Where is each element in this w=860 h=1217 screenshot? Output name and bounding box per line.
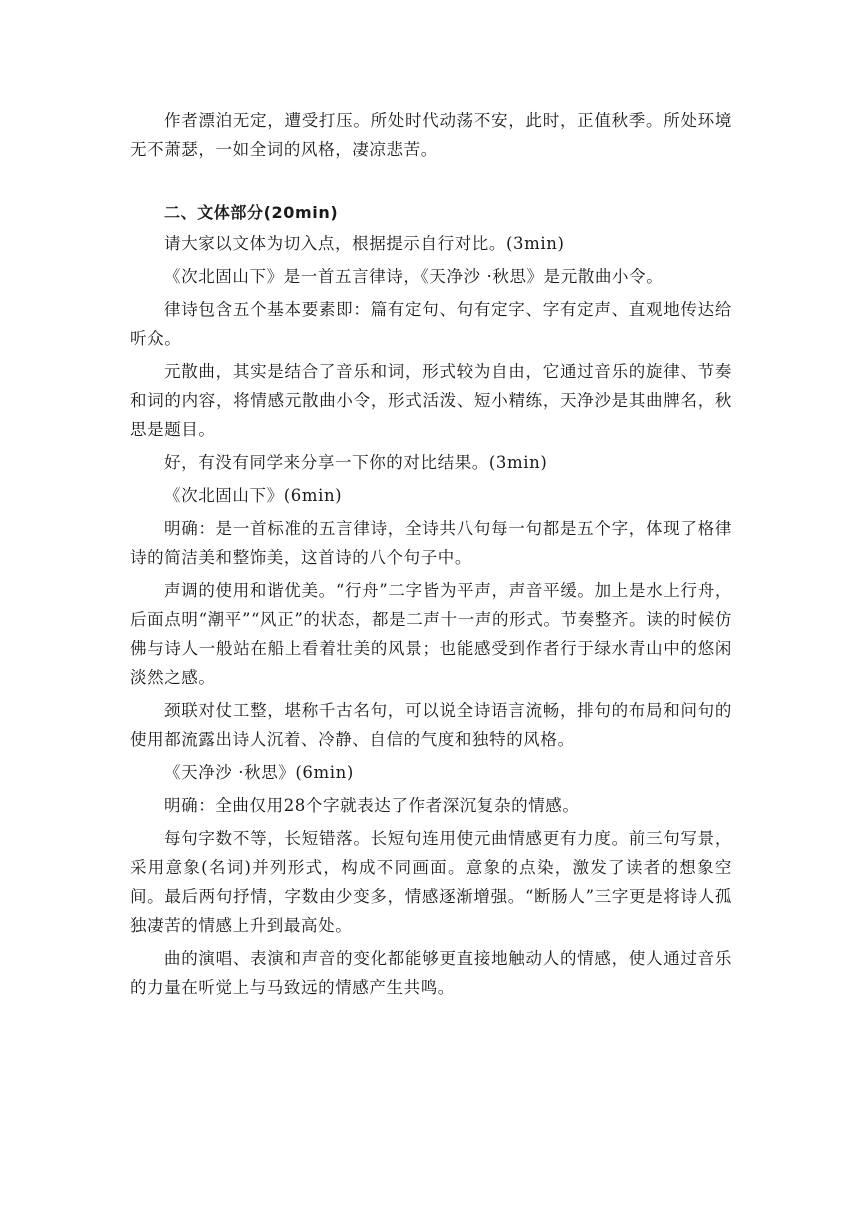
paragraph-cibeigushan-clarify: 明确：是一首标准的五言律诗，全诗共八句每一句都是五个字，体现了格律诗的简洁美和整饰美，这首诗的八个句子中。 — [130, 519, 732, 567]
paragraph-instruction: 请大家以文体为切入点，根据提示自行对比。(3min) — [164, 234, 565, 253]
paragraph-couplet: 颈联对仗工整，堪称千古名句，可以说全诗语言流畅，排句的布局和问句的使用都流露出诗人沉着、冷静、自信的气度和独特的风格。 — [130, 701, 732, 749]
paragraph-sentence-length: 每句字数不等，长短错落。长短句连用使元曲情感更有力度。前三句写景，采用意象(名词)并列形式，构成不同画面。意象的点染，激发了读者的想象空间。最后两句抒情，字数由少变多，情感逐渐增强。“断肠人”三字更是将诗人孤独凄苦的情感上升到最高处。 — [130, 829, 732, 935]
section-heading-genre: 二、文体部分(20min) — [164, 203, 339, 222]
subheading-tianjingsha: 《天净沙 ·秋思》(6min) — [164, 763, 354, 782]
document-page — [130, 106, 732, 1006]
section-gap — [130, 168, 732, 198]
paragraph-tianjingsha-clarify: 明确：全曲仅用28个字就表达了作者深沉复杂的情感。 — [164, 796, 580, 815]
paragraph-performance: 曲的演唱、表演和声音的变化都能够更直接地触动人的情感，使人通过音乐的力量在听觉上与马致远的情感产生共鸣。 — [130, 949, 732, 997]
paragraph-regulated-verse: 律诗包含五个基本要素即：篇有定句、句有定字、字有定声、直观地传达给听众。 — [130, 300, 732, 348]
paragraph-author-background: 作者漂泊无定，遭受打压。所处时代动荡不安，此时，正值秋季。所处环境无不萧瑟，一如全词的风格，凄凉悲苦。 — [130, 111, 732, 159]
paragraph-sanqu: 元散曲，其实是结合了音乐和词，形式较为自由，它通过音乐的旋律、节奏和词的内容，将情感元散曲小令，形式活泼、短小精练，天净沙是其曲牌名，秋思是题目。 — [130, 362, 732, 439]
paragraph-genre-intro: 《次北固山下》是一首五言律诗，《天净沙 ·秋思》是元散曲小令。 — [164, 267, 664, 286]
paragraph-tones: 声调的使用和谐优美。“行舟”二字皆为平声，声音平缓。加上是水上行舟，后面点明“潮平”“风正”的状态，都是二声十一声的形式。节奏整齐。读的时候仿佛与诗人一般站在船上看着壮美的风景；也能感受到作者行于绿水青山中的悠闲淡然之感。 — [130, 581, 732, 687]
paragraph-share-results: 好，有没有同学来分享一下你的对比结果。(3min) — [164, 453, 548, 472]
subheading-cibeigushan: 《次北固山下》(6min) — [164, 486, 343, 505]
